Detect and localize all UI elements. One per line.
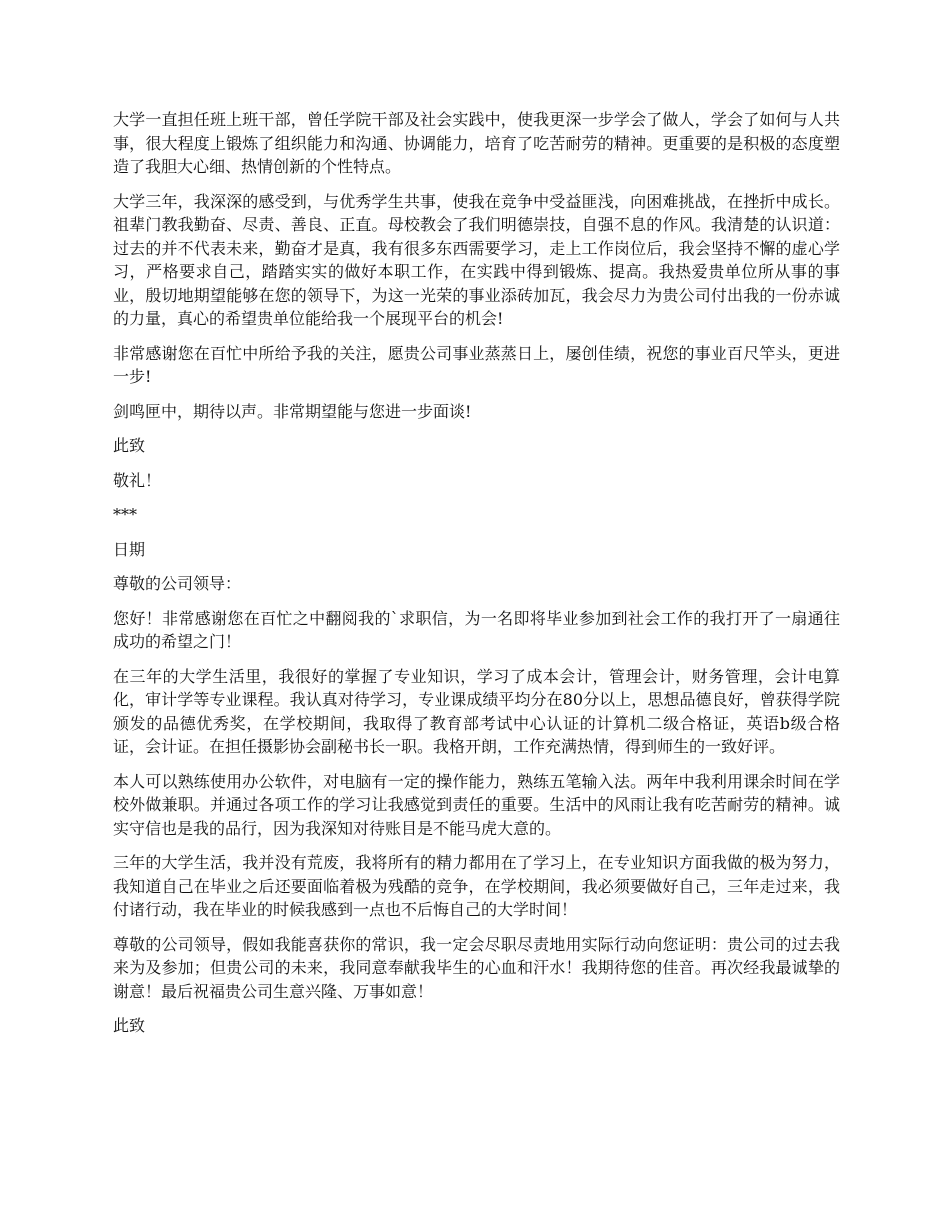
date-label: 日期 <box>113 539 146 559</box>
paragraph-opening: 您好！非常感谢您在百忙之中翻阅我的`求职信，为一名即将毕业参加到社会工作的我打开了一扇通往成功的希望之门！ <box>113 608 840 651</box>
signature-placeholder: *** <box>113 505 137 524</box>
paragraph-final-wishes: 尊敬的公司领导，假如我能喜获你的常识，我一定会尽职尽责地用实际行动向您证明：贵公司的过去我来为及参加；但贵公司的未来，我同意奉献我毕生的心血和汗水！我期待您的佳音。再次经我最诚挚的谢意！最后祝福贵公司生意兴隆、万事如意！ <box>113 934 840 1001</box>
salutation-jingli: 敬礼！ <box>113 470 162 490</box>
paragraph-three-years: 大学三年，我深深的感受到，与优秀学生共事，使我在竞争中受益匪浅，向困难挑战，在挫折中成长。祖辈门教我勤奋、尽责、善良、正直。母校教会了我们明德崇技，自强不息的作风。我清楚的认识道：过去的并不代表未来，勤奋才是真，我有很多东西需要学习，走上工作岗位后，我会坚持不懈的虚心学习，严格要求自己，踏踏实实的做好本职工作，在实践中得到锻炼、提高。我热爱贵单位所从事的事业，殷切地期望能够在您的领导下，为这一光荣的事业添砖加瓦，我会尽力为贵公司付出我的一份赤诚的力量，真心的希望贵单位能给我一个展现平台的机会! <box>113 191 840 328</box>
paragraph-thanks: 非常感谢您在百忙中所给予我的关注，愿贵公司事业蒸蒸日上，屡创佳绩，祝您的事业百尺竿头，更进一步! <box>113 343 840 386</box>
document-body <box>113 108 840 1049</box>
salutation-cizhi: 此致 <box>113 436 146 455</box>
paragraph-college-life: 三年的大学生活，我并没有荒废，我将所有的精力都用在了学习上，在专业知识方面我做的极为努力，我知道自己在毕业之后还要面临着极为残酷的竞争，在学校期间，我必须要做好自己，三年走过来，我付诸行动，我在毕业的时候我感到一点也不后悔自己的大学时间！ <box>113 853 840 919</box>
paragraph-closing-line: 剑鸣匣中，期待以声。非常期望能与您进一步面谈! <box>113 401 472 421</box>
salutation-cizhi-2: 此致 <box>113 1016 146 1035</box>
paragraph-studies: 在三年的大学生活里，我很好的掌握了专业知识，学习了成本会计，管理会计，财务管理，会计电算化，审计学等专业课程。我认真对待学习，专业课成绩平均分在80分以上，思想品德良好，曾获得学院颁发的品德优秀奖，在学校期间，我取得了教育部考试中心认证的计算机二级合格证，英语b级合格证，会计证。在担任摄影协会副秘书长一职。我格开朗，工作充满热情，得到师生的一致好评。 <box>113 666 840 756</box>
paragraph-skills: 本人可以熟练使用办公软件，对电脑有一定的操作能力，熟练五笔输入法。两年中我利用课余时间在学校外做兼职。并通过各项工作的学习让我感觉到责任的重要。生活中的风雨让我有吃苦耐劳的精神。诚实守信也是我的品行，因为我深知对待账目是不能马虎大意的。 <box>113 771 840 838</box>
paragraph-experience: 大学一直担任班上班干部，曾任学院干部及社会实践中，使我更深一步学会了做人，学会了如何与人共事，很大程度上锻炼了组织能力和沟通、协调能力，培育了吃苦耐劳的精神。更重要的是积极的态度塑造了我胆大心细、热情创新的个性特点。 <box>113 110 840 176</box>
letter-greeting: 尊敬的公司领导： <box>113 574 242 593</box>
